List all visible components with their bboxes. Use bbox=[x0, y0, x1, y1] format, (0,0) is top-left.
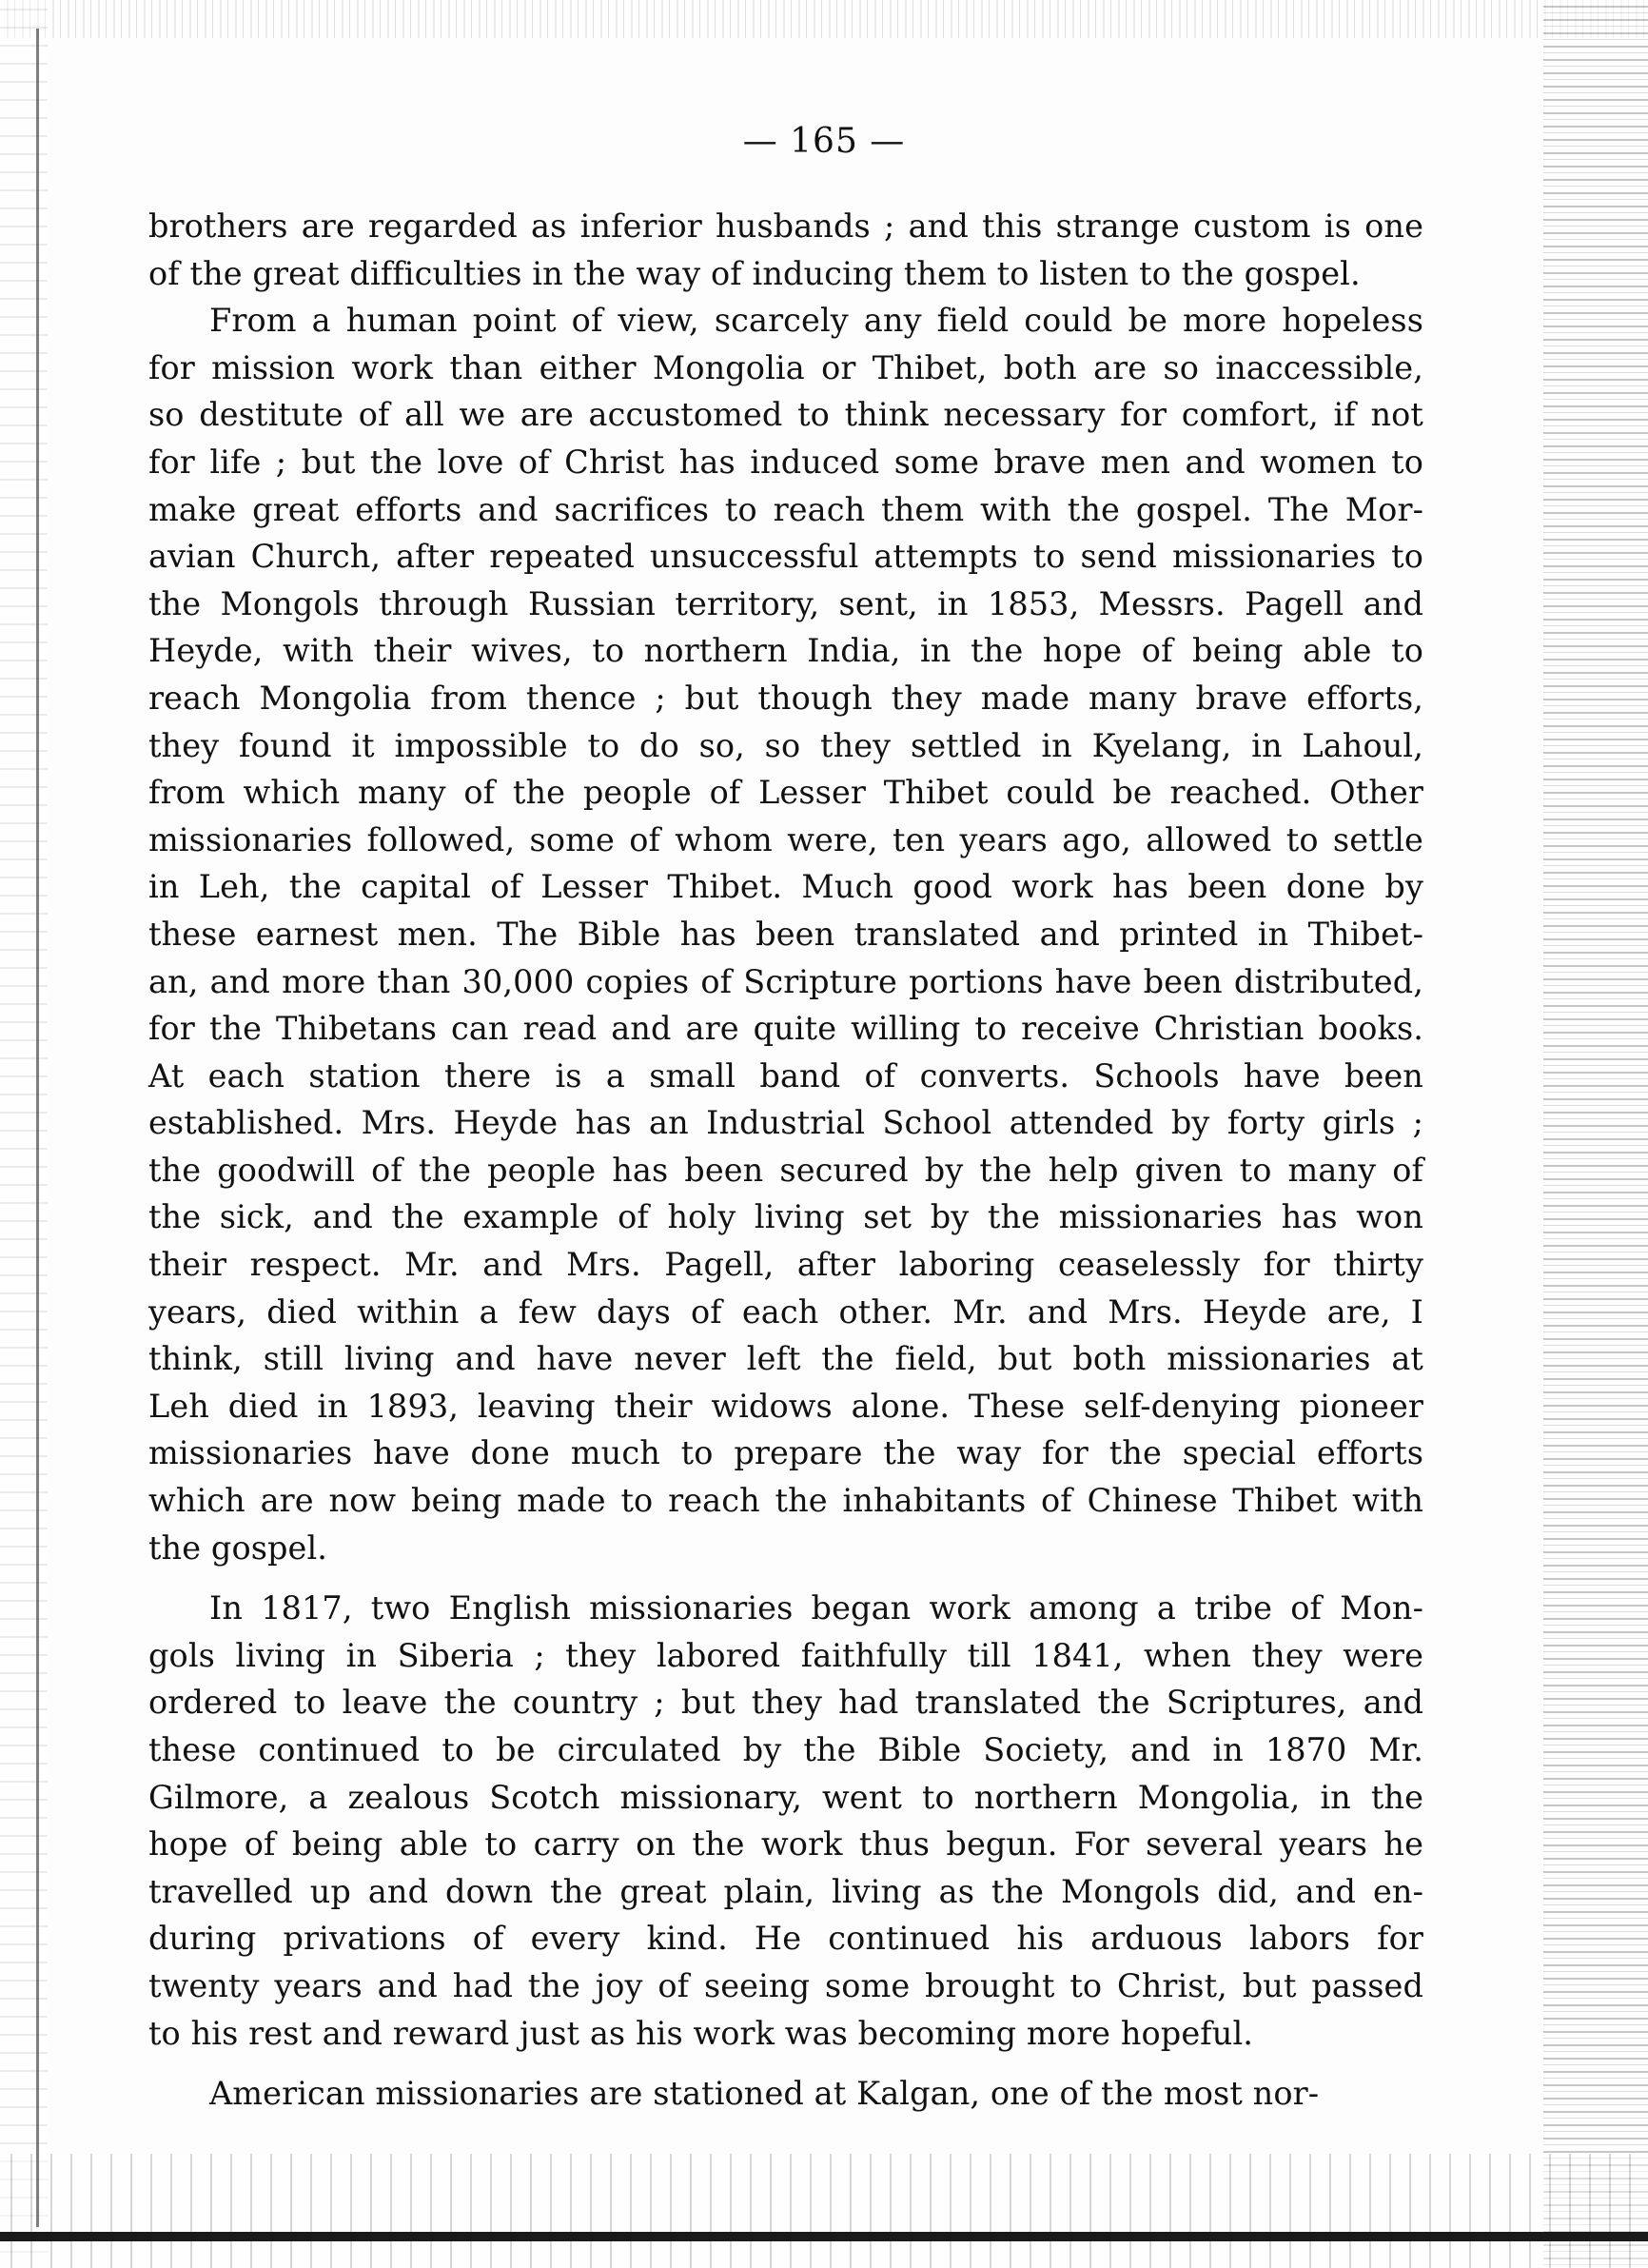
text-line: From a human point of view, scarcely any field could be more hopeless bbox=[209, 302, 1423, 340]
scan-noise-right bbox=[1543, 0, 1648, 2268]
text-line: Heyde, with their wives, to northern India, in the hope of being able to bbox=[148, 632, 1423, 670]
scan-noise-top bbox=[0, 0, 1648, 38]
text-line: for mission work than either Mongolia or Thibet, both are so inaccessible, bbox=[148, 348, 1423, 386]
text-line: the Mongols through Russian territory, sent, in 1853, Messrs. Pagell and bbox=[148, 584, 1423, 622]
text-line: for the Thibetans can read and are quite willing to receive Christian books. bbox=[148, 1010, 1423, 1048]
paragraph bbox=[148, 297, 1423, 1571]
text-line: At each station there is a small band of converts. Schools have been bbox=[148, 1056, 1423, 1095]
scan-left-edge bbox=[36, 29, 39, 2227]
paragraph bbox=[148, 2070, 1423, 2118]
text-line: of the great difficulties in the way of inducing them to listen to the gospel. bbox=[148, 254, 1361, 292]
text-line: from which many of the people of Lesser Thibet could be reached. Other bbox=[148, 774, 1423, 812]
text-line: in Leh, the capital of Lesser Thibet. Much good work has been done by bbox=[148, 868, 1423, 906]
text-line: reach Mongolia from thence ; but though they made many brave efforts, bbox=[148, 679, 1423, 717]
text-line: gols living in Siberia ; they labored faithfully till 1841, when they were bbox=[148, 1636, 1423, 1674]
text-line: the sick, and the example of holy living set by the missionaries has won bbox=[148, 1198, 1423, 1236]
text-line: twenty years and had the joy of seeing some brought to Christ, but passed bbox=[148, 1966, 1423, 2004]
text-line: so destitute of all we are accustomed to think necessary for comfort, if not bbox=[148, 396, 1423, 434]
page-number: — 165 — bbox=[742, 122, 906, 161]
text-line: think, still living and have never left the field, but both missionaries at bbox=[148, 1340, 1423, 1378]
text-line: In 1817, two English missionaries began work among a tribe of Mon- bbox=[209, 1589, 1423, 1627]
text-line: these earnest men. The Bible has been translated and printed in Thibet- bbox=[148, 915, 1423, 953]
body-text bbox=[148, 203, 1423, 2118]
text-line: these continued to be circulated by the Bible Society, and in 1870 Mr. bbox=[148, 1731, 1423, 1768]
text-line: Leh died in 1893, leaving their widows alone. These self-denying pioneer bbox=[148, 1387, 1423, 1425]
scan-noise-left bbox=[0, 0, 48, 2268]
paragraph bbox=[148, 203, 1423, 297]
text-line: their respect. Mr. and Mrs. Pagell, after laboring ceaselessly for thirty bbox=[148, 1246, 1423, 1284]
text-line: years, died within a few days of each other. Mr. and Mrs. Heyde are, I bbox=[148, 1292, 1423, 1331]
text-line: missionaries followed, some of whom were, ten years ago, allowed to settle bbox=[148, 820, 1423, 858]
text-line: make great efforts and sacrifices to reach them with the gospel. The Mor- bbox=[148, 490, 1423, 528]
paragraph bbox=[148, 1585, 1423, 2057]
paragraph-gap bbox=[148, 1571, 1423, 1585]
text-line: for life ; but the love of Christ has induced some brave men and women to bbox=[148, 443, 1423, 481]
text-line: hope of being able to carry on the work thus begun. For several years he bbox=[148, 1825, 1423, 1864]
text-line: which are now being made to reach the inhabitants of Chinese Thibet with bbox=[148, 1482, 1423, 1520]
text-line: missionaries have done much to prepare the way for the special efforts bbox=[148, 1434, 1423, 1472]
paragraph-gap bbox=[148, 2057, 1423, 2070]
text-line: to his rest and reward just as his work was becoming more hopeful. bbox=[148, 2014, 1254, 2052]
text-line: brothers are regarded as inferior husbands ; and this strange custom is one bbox=[148, 207, 1423, 245]
scan-noise-bottom bbox=[0, 2154, 1648, 2268]
text-line: they found it impossible to do so, so they settled in Kyelang, in Lahoul, bbox=[148, 726, 1423, 764]
text-line: the gospel. bbox=[148, 1528, 328, 1567]
text-line: travelled up and down the great plain, living as the Mongols did, and en- bbox=[148, 1872, 1423, 1910]
text-line: ordered to leave the country ; but they had translated the Scriptures, and bbox=[148, 1684, 1423, 1722]
scan-bottom-edge bbox=[0, 2232, 1648, 2241]
text-line: established. Mrs. Heyde has an Industrial School attended by forty girls ; bbox=[148, 1104, 1423, 1142]
text-line: Gilmore, a zealous Scotch missionary, went to northern Mongolia, in the bbox=[148, 1778, 1423, 1816]
text-line: an, and more than 30,000 copies of Scripture portions have been distributed, bbox=[148, 962, 1423, 1000]
text-line: American missionaries are stationed at Kalgan, one of the most nor- bbox=[209, 2075, 1320, 2113]
text-line: the goodwill of the people has been secured by the help given to many of bbox=[148, 1151, 1423, 1189]
text-line: avian Church, after repeated unsuccessful attempts to send missionaries to bbox=[148, 538, 1423, 576]
text-line: during privations of every kind. He continued his arduous labors for bbox=[148, 1920, 1423, 1958]
